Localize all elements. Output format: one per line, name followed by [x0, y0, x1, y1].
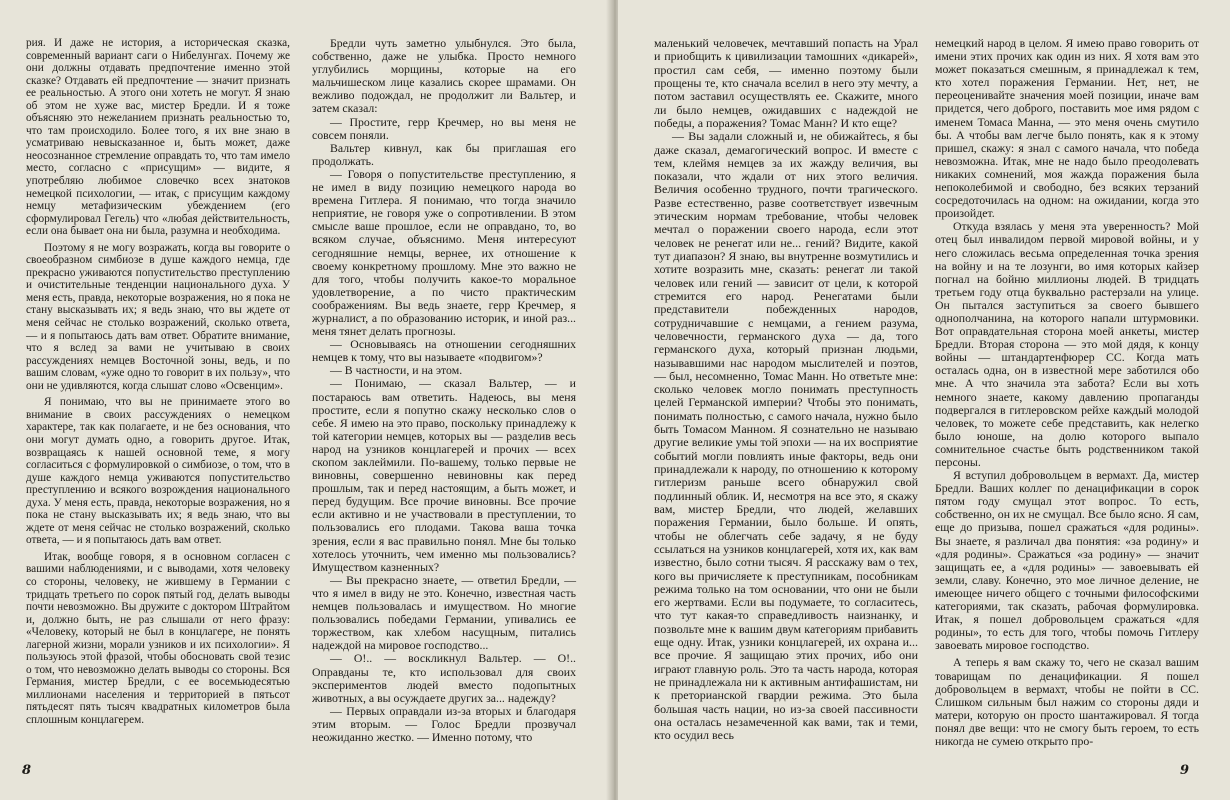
paragraph: рия. И даже не история, а историческая сказка, современный вариант саги о Нибелунгах. Почему же они должны отдавать предпочтение именно этой сказке? Отдавать ей предпочтение — значит признать ее реальностью. А этого они хотеть не могут. Я знаю об этом не хуже вас, мистер Бредли. И я тоже объясняю это нежеланием признать реальностью то, что там происходило. Более того, я их вне знаю в усматриваю невысказанное и, быть может, даже неосознанное стремление оправдать то, что там имело место, согласно с «присущим» — видите, я употребляю любимое словечко всех знатоков немецкой психологии, — итак, с присущим каждому немцу метафизическим убеждением (его сформулировал Гегель) что «любая действительность, если она бывает она ни была, разумна и необходима. — [26, 37, 290, 238]
paragraph: немецкий народ в целом. Я имею право говорить от имени этих прочих как один из них. Я хотя вам это может показаться смешным, я принадлежал к тем, кто хотел поражения Германии. Нет, нет, не переоценивайте значения моей позиции, иначе вам придется, чего доброго, поставить мое имя рядом с именем Томаса Манна, — это меня очень смутило бы. А чтобы вам легче было понять, как я к этому пришел, скажу: я знал с самого начала, что победа невозможна. Итак, мне не надо было преодолевать никаких сомнений, моя жажда поражения была непоколебимой и свободно, без всяких терзаний сосредоточилась на одном: на ожидании, когда это произойдет. — [935, 36, 1199, 221]
paragraph: А теперь я вам скажу то, чего не сказал вашим товарищам по денацификации. Я пошел добровольцем в вермахт, чтобы не пойти в СС. Слишком сильным был нажим со стороны дяди и матери, которую он просто шантажировал. Я тогда понял две вещи: что не смогу быть героем, то есть никогда не сумею открыто про- — [935, 655, 1199, 748]
paragraph: — Простите, герр Кречмер, но вы меня не совсем поняли. — [312, 114, 576, 142]
paragraph: — Основываясь на отношении сегодняшних немцев к тому, что вы называете «подвигом»? — [312, 337, 576, 365]
paragraph: маленький человечек, мечтавший попасть на Урал и приобщить к цивилизации тамошних «дикарей», простил сам себя, — именно поэтому были прощены те, кто сначала вселил в него эту мечту, а потом заставил осуществлять ее. Скажите, много ли было немцев, ожидавших с надеждой не победы, а поражения? Томас Манн? И кто еще? — [654, 36, 918, 130]
page-number-left: 8 — [22, 763, 32, 778]
paragraph: — Первых оправдали из-за вторых и благодаря этим вторым. — Голос Бредли прозвучал неожиданно жестко. — Именно потому, что — [312, 703, 576, 744]
paragraph: Итак, вообще говоря, я в основном согласен с вашими наблюдениями, и с выводами, хотя человеку со стороны, человеку, не жившему в Германии с тридцать третьего по сорок пятый год, делать выводы почти невозможно. Вы дружите с доктором Штрайтом и, должно быть, не раз слышали от него фразу: «Человеку, который не был в концлагере, не понять лагерной жизни, морали узников и их психологии». Я пользуюсь этой фразой, чтобы обосновать свой тезис о том, что невозможно делать выводы со стороны. Вся Германия, мистер Бредли, с ее восемьюдесятью миллионами населения и территорией в пятьсот пятьдесят пять тысяч квадратных километров была сплошным концлагерем. — [26, 550, 290, 726]
right-page-column-1 — [654, 37, 918, 743]
right-page-column-2 — [935, 37, 1199, 748]
left-page — [0, 0, 612, 800]
paragraph: — Вы прекрасно знаете, — ответил Бредли, — что я имел в виду не это. Конечно, известная часть немцев пользовалась и имуществом. Но многие пользовались победами Германии, упивались ее торжеством, как хлебом насущным, питались надеждой на мировое господство... — [312, 572, 576, 653]
paragraph: Я вступил добровольцем в вермахт. Да, мистер Бредли. Ваших коллег по денацификации в сорок пятом году смущал этот вопрос. То есть, собственно, он их не смущал. Все было ясно. Я сам, еще до призыва, пошел сражаться «для родины». Вы знаете, я различал два понятия: «за родину» и «для родины». Сражаться «за родину» — значит защищать ее, а «для родины» — завоевывать ей земли, славу. Конечно, это мое личное деление, не имеющее ничего общего с точными философскими категориями, так сказать, рабочая формулировка. Итак, я пошел добровольцем сражаться «для родины», то есть для того, чтобы помочь Гитлеру завоевать мировое господство. — [935, 468, 1199, 653]
paragraph: Откуда взялась у меня эта уверенность? Мой отец был инвалидом первой мировой войны, и у него сложилась весьма определенная точка зрения на войну и на те лозунги, во имя которых кайзер погнал на бойню миллионы людей. В тридцать третьем году отца буквально растерзали на улице. Он пытался заступиться за своего бывшего однополчанина, на которого напали штурмовики. Вот оправдательная сторона моей анкеты, мистер Бредли. Вторая сторона — это мой дядя, к концу войны — штандартенфюрер СС. Когда мать осталась одна, он в известной мере заботился обо мне. А что значила эта забота? Если вы хоть немного знаете, какому давлению пропаганды подвергался в гитлеровском рейхе каждый молодой человек, то можете себе представить, как нелегко было юноше, на долю которого выпало сомнительное счастье быть родственником такой персоны. — [935, 219, 1199, 469]
paragraph: — Говоря о попустительстве преступлению, я не имел в виду позицию немецкого народа во времена Гитлера. Я понимаю, что тогда значило неприятие, не говоря уже о сопротивлении. В этом смысле ваше прошлое, если не оправдано, то, во всяком случае, объяснимо. Меня интересуют сегодняшние немцы, вернее, их отношение к своему конкретному прошлому. Мне это важно не для того, чтобы получить какое-то моральное удовлетворение, а по чисто практическим соображениям. Вы ведь знаете, герр Кречмер, я журналист, а по образованию историк, и иной раз... меня тянет делать прогнозы. — [312, 166, 576, 339]
paragraph: Бредли чуть заметно улыбнулся. Это была, собственно, даже не улыбка. Просто немного углубились морщины, которые на его мальчишеском лице казались скорее шрамами. Он вежливо подождал, не продолжит ли Вальтер, и затем сказал: — [312, 36, 576, 116]
left-page-column-1 — [26, 37, 290, 727]
right-page — [618, 0, 1230, 800]
page-number-right: 9 — [1180, 763, 1190, 778]
paragraph: — Вы задали сложный и, не обижайтесь, я бы даже сказал, демагогический вопрос. И вместе с тем, клеймя немцев за их жажду величия, вы показали, что ждали от них этого величия. Величия особенно трудного, почти трагического. Разве естественно, разве соответствует извечным этическим нормам требование, чтобы человек мечтал о поражении своего народа, если этот человек не ренегат или не... гений? Видите, какой тут диапазон? Я знаю, вы внутренне возмутились и хотите возразить мне, сказать: ренегат ли такой человек или гений — зависит от цели, к которой стремится его народ. Ренегатами были представители побежденных народов, сотрудничавшие с немцами, а гением разума, человечности, германского духа — да, того германского духа, который признан людьми, называвшими нас народом мыслителей и поэтов, — был, несомненно, Томас Манн. Но ответьте мне: сколько человек могло понимать преступность целей Германской империи? Чтобы это понимать, понимать полностью, с самого начала, нужно было быть Томасом Манном. Я сознательно не называю другие великие умы той эпохи — на их восприятие событий могли повлиять иные факторы, ведь они принадлежали к народу, по отношению к которому гитлеризм раньше всего обнаружил свой подлинный облик. И, несмотря на все это, я скажу вам, мистер Бредли, что людей, желавших поражения Германии, было больше. И опять, чтобы не облегчать себе задачу, я не буду ссылаться на узников концлагерей, хотя их, как вам известно, было сотни тысяч. Я расскажу вам о тех, кого вы причисляете к преступникам, пособникам режима только на том основании, что они не были его жертвами. Если вы подумаете, то согласитесь, что тут какая-то справедливость наизнанку, и позвольте мне к вашим двум категориям прибавить еще одну. Итак, узники концлагерей, их охрана и... все прочие. Я защищаю этих прочих, ибо они играют главную роль. Это та часть народа, которая не принадлежала ни к активным антифашистам, ни к преторианской гвардии режима. Это была большая часть нации, но из-за своей пассивности она осталась незамеченной как вами, так и теми, кто осудил весь — [654, 129, 918, 743]
left-page-column-2 — [312, 37, 576, 744]
paragraph: — О!.. — воскликнул Вальтер. — О!.. Оправданы те, кто использовал для своих экспериментов людей вместо подопытных животных, а вы осуждаете других за... надежду? — [312, 651, 576, 705]
paragraph: Поэтому я не могу возражать, когда вы говорите о своеобразном симбиозе в душе каждого немца, где прекрасно уживаются попустительство преступлению и очистительные тенденции национального духа. У меня есть, правда, некоторые возражения, но я пока не стану высказывать их; я ведь знаю, что вы ждете от меня сейчас не столько возражений, сколько ответа, — и я попытаюсь дать вам ответ. Обратите внимание, что я вслед за вами не учитываю в своих рассуждениях немцев Восточной зоны, ведь, и по вашим словам, «уже одно то говорит в их пользу», что они не удивляются, когда слышат слово «Освенцим». — [26, 241, 290, 392]
paragraph: Вальтер кивнул, как бы приглашая его продолжать. — [312, 140, 576, 168]
paragraph: — Понимаю, — сказал Вальтер, — и постараюсь вам ответить. Надеюсь, вы меня простите, если я попутно скажу несколько слов о себе. Я имею на это право, поскольку принадлежу к той категории немцев, которых вы — разделив весь народ на узников концлагерей и прочих — всех скопом заклеймили. По-вашему, только первые не виновны, совершенно невиновны как перед прошлым, так и перед настоящим, а быть может, и перед будущим. Все прочие виновны. Все прочие если активно и не участвовали в преступлении, то пользовались его плодами. Такова ваша точка зрения, если я вас правильно понял. Мне бы только хотелось уточнить, чем именно мы пользовались? Имуществом казненных? — [312, 376, 576, 574]
paragraph: Я понимаю, что вы не принимаете этого во внимание в своих рассуждениях о немецком характере, так как полагаете, и не без основания, что они могут думать одно, а говорить другое. Итак, возвращаясь к нашей основной теме, я могу согласиться с формулировкой о симбиозе, о том, что в душе каждого немца уживаются попустительство преступлению и всякого возрождения национального духа. У меня есть, правда, некоторые возражения, но я пока не стану высказывать их; я ведь знаю, что вы ждете от меня сейчас не столько возражений, сколько ответа, — и я попытаюсь дать вам ответ. — [26, 396, 290, 547]
paragraph: — В частности, и на этом. — [330, 363, 463, 378]
